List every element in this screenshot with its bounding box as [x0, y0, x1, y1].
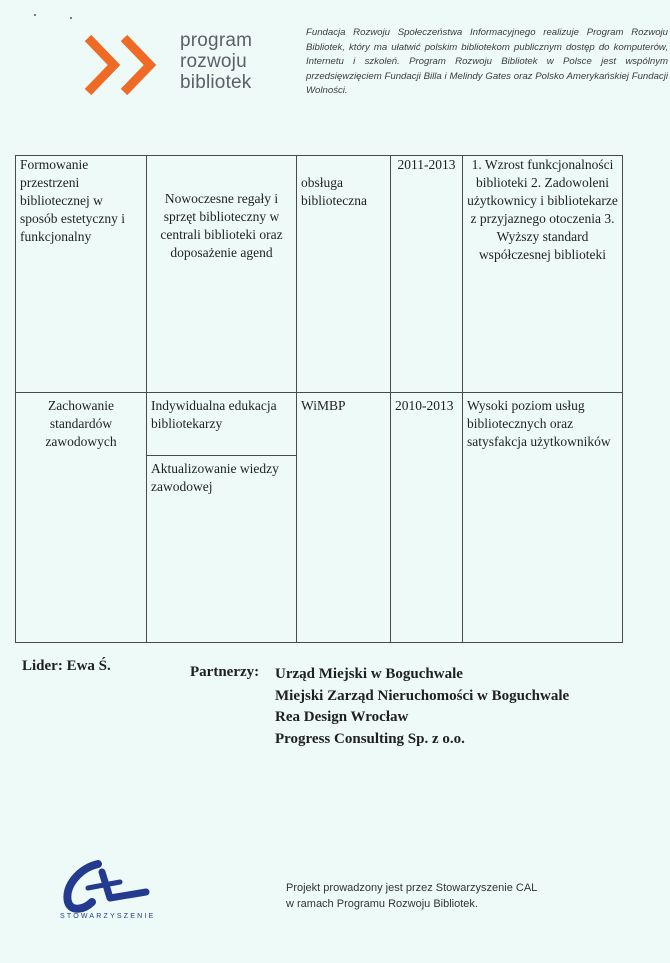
period-cell — [391, 156, 463, 393]
results-text: Wysoki poziom usług bibliotecznych oraz satysfakcja użytkowników — [467, 398, 611, 449]
partners-list — [275, 664, 569, 750]
task-cell — [147, 156, 297, 393]
project-note-line: Projekt prowadzony jest przez Stowarzyszenie CAL — [286, 882, 538, 894]
logo-line-1: program — [180, 30, 253, 51]
goal-text: Formowanie przestrzeni bibliotecznej w sposób estetyczny i funkcjonalny — [20, 157, 125, 244]
period-text: 2010-2013 — [395, 398, 454, 413]
program-rozwoju-bibliotek-logo — [84, 30, 284, 100]
logo-line-2: rozwoju — [180, 51, 247, 72]
scan-speck — [34, 14, 36, 16]
table-row — [16, 393, 623, 643]
goal-cell — [16, 156, 147, 393]
results-cell — [463, 156, 623, 393]
lider-label: Lider: Ewa Ś. — [22, 658, 111, 674]
responsible-text: WiMBP — [301, 398, 346, 413]
results-cell — [463, 393, 623, 643]
logo-line-3: bibliotek — [180, 72, 252, 93]
partner-item: Urząd Miejski w Boguchwale — [275, 666, 463, 682]
task-text: Aktualizowanie wiedzy zawodowej — [147, 455, 296, 496]
project-note-line: w ramach Programu Rozwoju Bibliotek. — [286, 898, 478, 910]
responsible-cell — [297, 393, 391, 643]
double-chevron-icon — [84, 34, 168, 96]
project-note — [286, 880, 537, 912]
partner-item: Progress Consulting Sp. z o.o. — [275, 730, 465, 747]
action-plan-table — [15, 155, 623, 643]
partners-label: Partnerzy: — [190, 664, 260, 680]
responsible-text: obsługa biblioteczna — [301, 175, 367, 208]
responsible-cell — [297, 156, 391, 393]
table-row — [16, 156, 623, 393]
results-text: 1. Wzrost funkcjonalności biblioteki 2. Zadowoleni użytkownicy i bibliotekarze z przyjaznego otoczenia 3. Wyższy standard współczesnej biblioteki — [467, 157, 618, 262]
partner-item: Miejski Zarząd Nieruchomości w Boguchwale — [275, 687, 570, 704]
cal-caption: STOWARZYSZENIE — [60, 913, 156, 920]
scan-speck — [70, 17, 72, 19]
task-cell — [147, 393, 297, 643]
task-text: Nowoczesne regały i sprzęt biblioteczny w centrali biblioteki oraz doposażenie agend — [160, 191, 283, 260]
logo-wordmark — [180, 30, 252, 93]
intro-paragraph: Fundacja Rozwoju Społeczeństwa Informacyjnego realizuje Program Rozwoju Bibliotek, który ma ułatwić polskim bibliotekom publicznym dostęp do komputerów, Internetu i szkoleń. Program Rozwoju Bibliotek w Polsce jest wspólnym przedsięwzięciem Fundacji Billa i Melindy Gates oraz Polsko Amerykańskiej Fundacji Wolności. — [306, 27, 668, 97]
period-cell — [391, 393, 463, 643]
goal-cell — [16, 393, 147, 643]
task-text: Indywidualna edukacja bibliotekarzy — [151, 398, 277, 431]
goal-text: Zachowanie standardów zawodowych — [45, 398, 117, 449]
partner-item: Rea Design Wrocław — [275, 709, 409, 725]
period-text: 2011-2013 — [397, 157, 456, 172]
